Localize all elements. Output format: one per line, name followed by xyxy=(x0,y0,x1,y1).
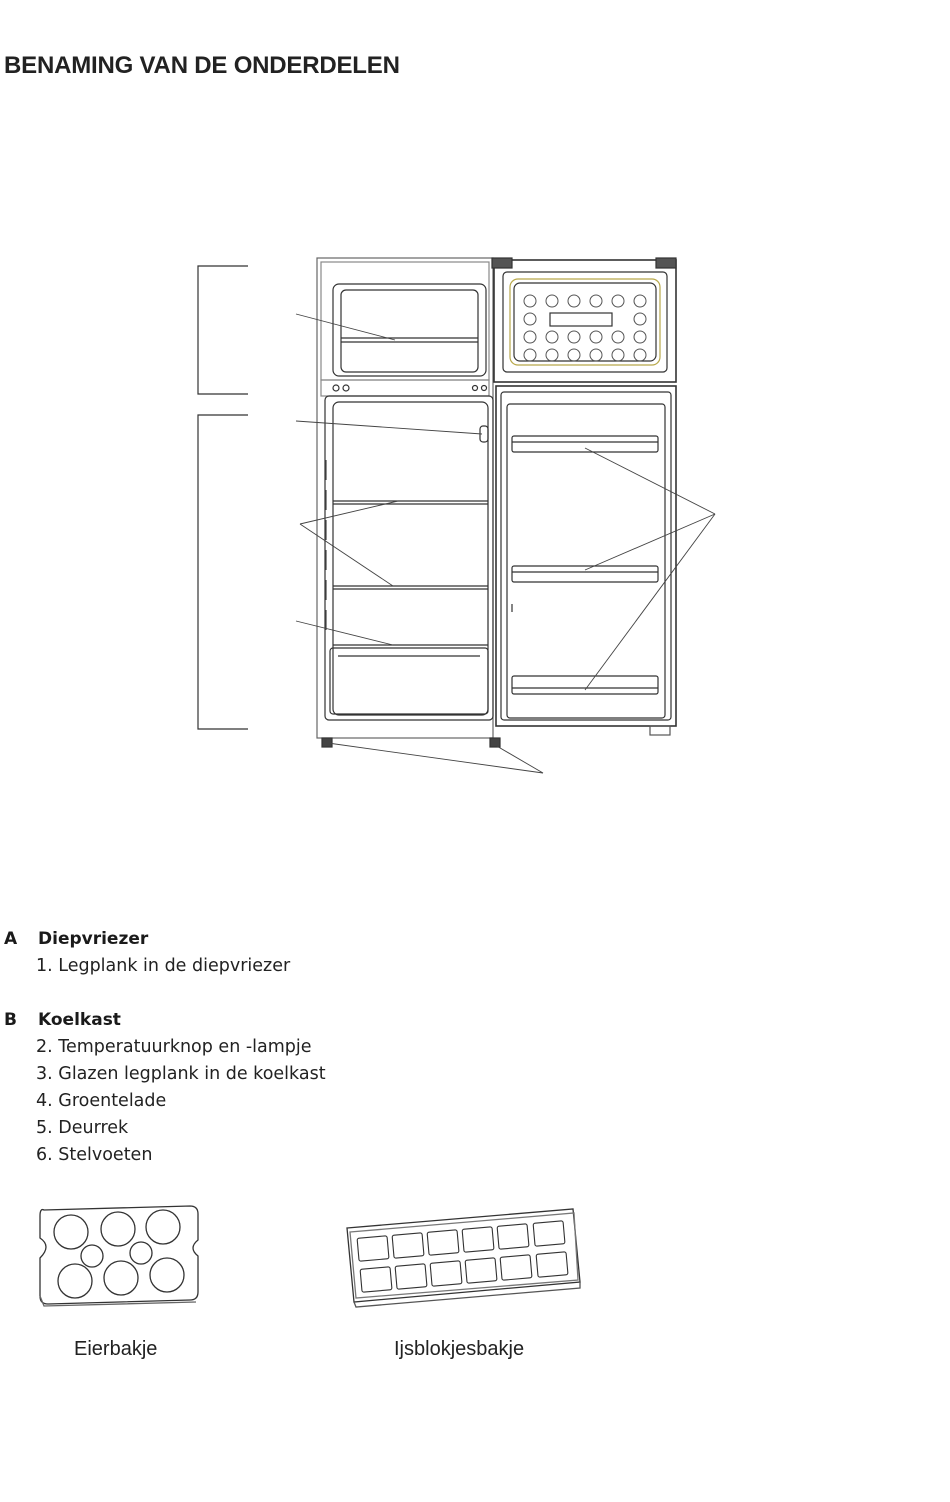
list-item: 4. Groentelade xyxy=(36,1091,167,1111)
list-item: 3. Glazen legplank in de koelkast xyxy=(36,1064,326,1084)
leader-thermostat xyxy=(296,421,482,434)
section-b-letter: B xyxy=(4,1010,17,1030)
section-b-name: Koelkast xyxy=(38,1010,121,1030)
list-item: 1. Legplank in de diepvriezer xyxy=(36,956,291,976)
vegetable-crisper xyxy=(330,648,488,714)
cabinet-outline xyxy=(317,258,493,738)
egg-tray-icon xyxy=(40,1206,198,1306)
list-item: 5. Deurrek xyxy=(36,1118,129,1138)
page-title: BENAMING VAN DE ONDERDELEN xyxy=(4,52,400,79)
door-rack-2 xyxy=(512,566,658,582)
door-rack-1 xyxy=(512,436,658,452)
list-item: 2. Temperatuurknop en -lampje xyxy=(36,1037,312,1057)
ice-cube-tray-icon xyxy=(347,1209,580,1307)
section-a-letter: A xyxy=(4,929,18,949)
bracket-fridge xyxy=(198,415,248,729)
egg-tray-label: Eierbakje xyxy=(74,1338,158,1360)
leader-door-rack xyxy=(585,448,715,514)
section-a-heading xyxy=(4,929,148,949)
list-item: 6. Stelvoeten xyxy=(36,1145,153,1165)
ice-tray-label: Ijsblokjesbakje xyxy=(394,1338,525,1360)
door-rack-3 xyxy=(512,676,658,694)
leader-feet xyxy=(328,743,543,773)
leader-crisper xyxy=(296,621,393,645)
section-b-heading xyxy=(4,1010,121,1030)
fridge-door xyxy=(496,386,676,726)
foot-left xyxy=(322,738,332,747)
freezer-door xyxy=(494,260,676,382)
bracket-freezer xyxy=(198,266,248,394)
section-a-name: Diepvriezer xyxy=(38,929,149,949)
leader-freezer-shelf xyxy=(296,314,395,340)
foot-right xyxy=(490,738,500,747)
